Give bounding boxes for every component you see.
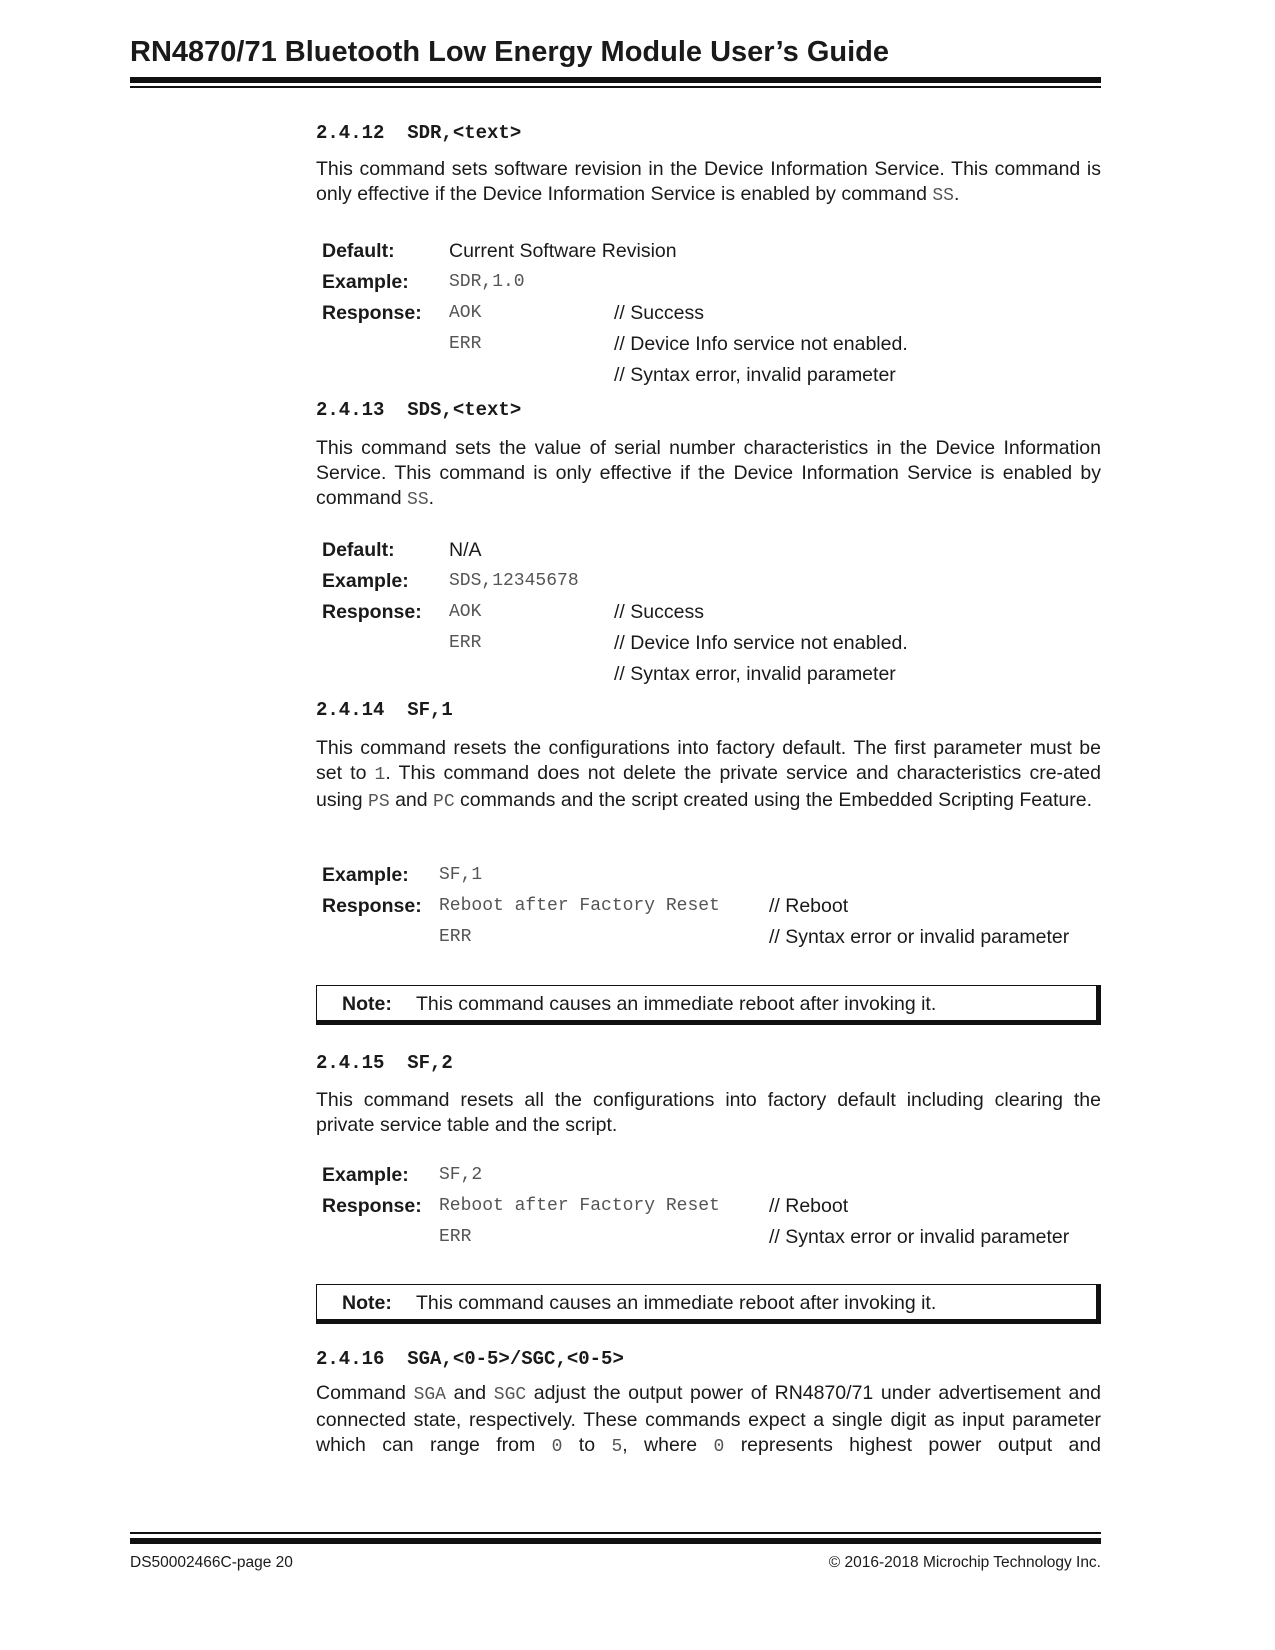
footer-copyright: © 2016-2018 Microchip Technology Inc. <box>828 1554 1101 1571</box>
response-label: Response: <box>322 601 422 623</box>
header-rule-thick <box>130 77 1101 83</box>
note-label: Note: <box>342 1292 392 1314</box>
response-code: ERR <box>439 927 472 947</box>
response-label: Response: <box>322 1195 422 1217</box>
response-comment: // Reboot <box>769 895 849 917</box>
response-comment: // Syntax error or invalid parameter <box>769 1226 1070 1248</box>
section-heading-2-4-14: 2.4.14 SF,1 <box>316 699 453 721</box>
response-comment: // Syntax error, invalid parameter <box>614 663 896 685</box>
section-heading-2-4-12: 2.4.12 SDR,<text> <box>316 122 522 144</box>
footer-doc-number: DS50002466C-page 20 <box>130 1554 293 1571</box>
example-label: Example: <box>322 271 409 293</box>
footer-rule-thin <box>130 1532 1101 1534</box>
response-code: ERR <box>449 633 482 653</box>
note-text: This command causes an immediate reboot after invoking it. <box>416 993 937 1015</box>
section-heading-2-4-13: 2.4.13 SDS,<text> <box>316 399 522 421</box>
note-text: This command causes an immediate reboot after invoking it. <box>416 1292 937 1314</box>
response-code: AOK <box>449 602 482 622</box>
footer-rule-thick <box>130 1538 1101 1544</box>
example-value: SF,1 <box>439 865 483 885</box>
note-box <box>316 985 1101 1025</box>
example-value: SF,2 <box>439 1165 483 1185</box>
response-code: ERR <box>449 334 482 354</box>
response-comment: // Success <box>614 601 704 623</box>
response-comment: // Reboot <box>769 1195 849 1217</box>
response-code: ERR <box>439 1227 472 1247</box>
default-label: Default: <box>322 539 395 561</box>
section-paragraph-2-4-14: This command resets the configurations into factory default. The first parameter must be set to 1. This command does not delete the private service and characteristics cre-ated using PS and PC commands and the script created using the Embedded Scripting Feature. <box>316 737 1101 812</box>
default-label: Default: <box>322 240 395 262</box>
default-value: Current Software Revision <box>449 240 677 262</box>
section-paragraph-2-4-13: This command sets the value of serial number characteristics in the Device Information Service. This command is only effective if the Device Information Service is enabled by command SS. <box>316 437 1101 510</box>
response-code: Reboot after Factory Reset <box>439 1196 720 1216</box>
section-paragraph-2-4-12: This command sets software revision in the Device Information Service. This command is only effective if the Device Information Service is enabled by command SS. <box>316 158 1101 206</box>
response-comment: // Device Info service not enabled. <box>614 333 908 355</box>
response-comment: // Syntax error or invalid parameter <box>769 926 1070 948</box>
response-code: Reboot after Factory Reset <box>439 896 720 916</box>
response-code: AOK <box>449 303 482 323</box>
response-comment: // Syntax error, invalid parameter <box>614 364 896 386</box>
default-value: N/A <box>449 539 482 561</box>
response-comment: // Success <box>614 302 704 324</box>
example-value: SDS,12345678 <box>449 571 579 591</box>
example-label: Example: <box>322 1164 409 1186</box>
example-value: SDR,1.0 <box>449 272 525 292</box>
header-rule-thin <box>130 86 1101 88</box>
example-label: Example: <box>322 864 409 886</box>
response-comment: // Device Info service not enabled. <box>614 632 908 654</box>
section-paragraph-2-4-15: This command resets all the configurations into factory default including clearing the private service table and the script. <box>316 1089 1101 1136</box>
note-label: Note: <box>342 993 392 1015</box>
section-paragraph-2-4-16: Command SGA and SGC adjust the output power of RN4870/71 under advertisement and connected state, respectively. These commands expect a single digit as input parameter which can range from 0 to 5, where 0 represents highest power output and <box>316 1382 1102 1457</box>
note-box <box>316 1284 1101 1324</box>
section-heading-2-4-16: 2.4.16 SGA,<0-5>/SGC,<0-5> <box>316 1348 624 1370</box>
page-title: RN4870/71 Bluetooth Low Energy Module User’s Guide <box>130 36 889 68</box>
response-label: Response: <box>322 895 422 917</box>
section-heading-2-4-15: 2.4.15 SF,2 <box>316 1052 453 1074</box>
example-label: Example: <box>322 570 409 592</box>
response-label: Response: <box>322 302 422 324</box>
